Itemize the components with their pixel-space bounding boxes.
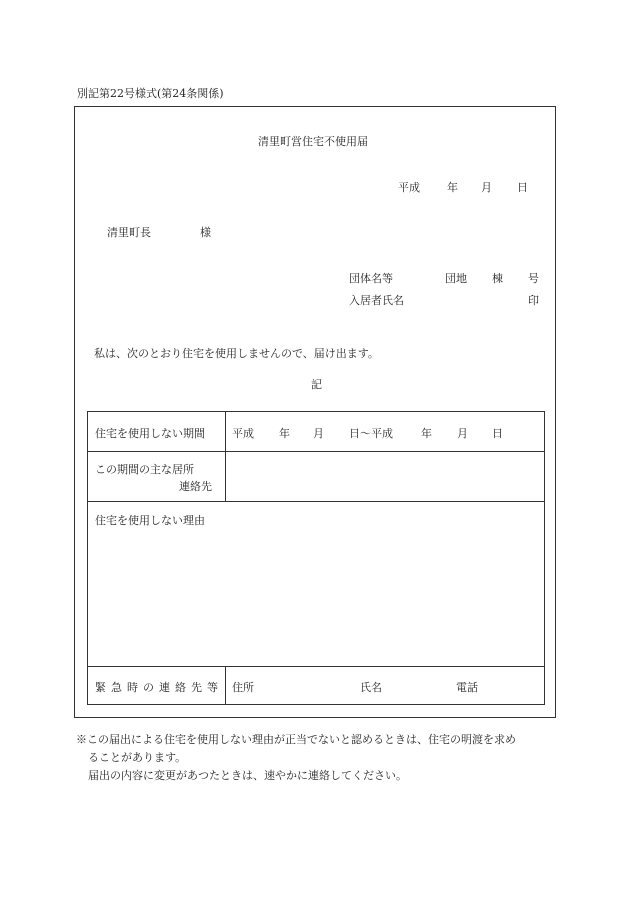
seal-mark: 印 bbox=[528, 294, 539, 307]
reason-label: 住宅を使用しない理由 bbox=[95, 514, 205, 527]
period-to-month: 月 bbox=[457, 427, 468, 440]
date-day: 日 bbox=[517, 181, 528, 194]
addressee-name: 清里町長 bbox=[107, 226, 151, 239]
building-label: 棟 bbox=[492, 272, 503, 285]
period-from-month: 月 bbox=[313, 427, 324, 440]
period-label: 住宅を使用しない期間 bbox=[95, 427, 205, 440]
resident-name-label: 入居者氏名 bbox=[349, 294, 404, 307]
period-from-era: 平成 bbox=[232, 427, 254, 440]
date-month: 月 bbox=[481, 181, 492, 194]
emergency-phone-label: 電話 bbox=[456, 681, 478, 694]
emergency-name-label: 氏名 bbox=[360, 681, 382, 694]
period-to-day: 日 bbox=[492, 427, 503, 440]
detail-table bbox=[87, 411, 545, 705]
addressee-honorific: 様 bbox=[200, 226, 211, 239]
note-line-1: ※この届出による住宅を使用しない理由が正当でないと認めるときは、住宅の明渡を求め bbox=[76, 733, 516, 746]
date-year: 年 bbox=[447, 181, 458, 194]
emergency-address-label: 住所 bbox=[232, 681, 254, 694]
danchi-label: 団地 bbox=[445, 272, 467, 285]
period-from-year: 年 bbox=[279, 427, 290, 440]
contact-label: 連絡先 bbox=[179, 480, 212, 493]
ki-label: 記 bbox=[311, 378, 322, 391]
emergency-label: 緊急時の連絡先等 bbox=[95, 681, 223, 694]
period-to-year: 年 bbox=[421, 427, 432, 440]
number-label: 号 bbox=[528, 272, 539, 285]
statement-text: 私は、次のとおり住宅を使用しませんので、届け出ます。 bbox=[94, 347, 379, 360]
form-title: 清里町営住宅不使用届 bbox=[258, 135, 368, 148]
form-code: 別記第22号様式(第24条関係) bbox=[77, 87, 224, 100]
note-line-2: ることがあります。 bbox=[88, 751, 187, 764]
group-label: 団体名等 bbox=[349, 272, 393, 285]
date-era: 平成 bbox=[398, 181, 420, 194]
note-line-3: 届出の内容に変更があつたときは、速やかに連絡してください。 bbox=[88, 769, 407, 782]
period-from-day-to: 日〜平成 bbox=[349, 427, 393, 440]
residence-label: この期間の主な居所 bbox=[95, 463, 194, 476]
